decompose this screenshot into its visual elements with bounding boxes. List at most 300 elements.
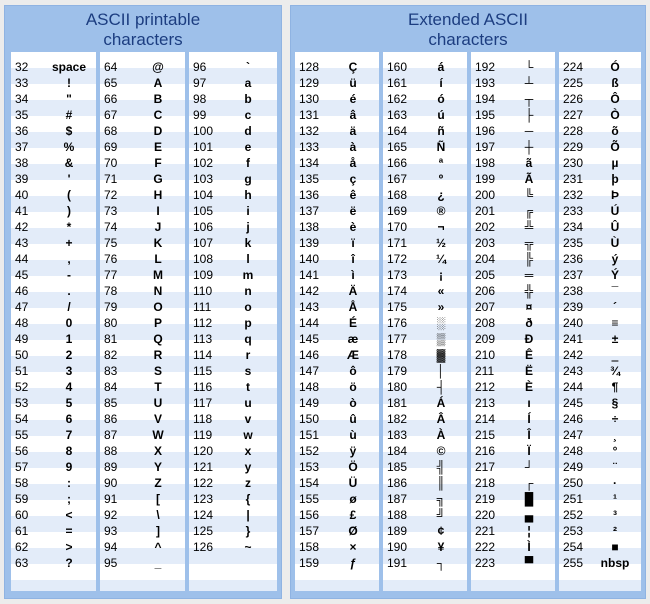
ascii-printable-panel [4, 5, 282, 599]
char-glyph: C [153, 108, 163, 122]
ascii-title-line1: ASCII printable [85, 10, 201, 29]
char-glyph: , [67, 252, 71, 266]
char-code: 84 [104, 380, 118, 394]
char-glyph: space [51, 60, 87, 74]
table-row [559, 123, 641, 139]
table-row [11, 395, 96, 411]
char-glyph: M [153, 268, 163, 282]
table-row [471, 59, 555, 75]
table-row [471, 139, 555, 155]
char-glyph: ' [67, 172, 71, 186]
char-glyph: nbsp [600, 556, 630, 570]
char-code: 88 [104, 444, 118, 458]
table-row [11, 139, 96, 155]
char-glyph: ╚ [524, 188, 534, 202]
table-row [11, 75, 96, 91]
char-code: 47 [15, 300, 29, 314]
char-code: 191 [387, 556, 408, 570]
char-glyph: _ [154, 556, 162, 570]
char-code: 222 [475, 540, 496, 554]
table-row [383, 427, 467, 443]
table-row [11, 523, 96, 539]
char-glyph: ² [613, 524, 617, 538]
char-glyph: Á [436, 396, 446, 410]
table-row [383, 491, 467, 507]
table-row [471, 219, 555, 235]
char-code: 134 [299, 156, 320, 170]
table-row [471, 491, 555, 507]
char-glyph: Ò [610, 108, 620, 122]
char-code: 109 [193, 268, 214, 282]
char-code: 234 [563, 220, 584, 234]
char-code: 200 [475, 188, 496, 202]
char-glyph: Å [348, 300, 358, 314]
table-row [295, 395, 379, 411]
char-code: 63 [15, 556, 29, 570]
char-code: 92 [104, 508, 118, 522]
table-row [295, 475, 379, 491]
table-row [383, 139, 467, 155]
char-code: 215 [475, 428, 496, 442]
char-glyph: Ë [524, 364, 533, 378]
ascii-column-2 [100, 52, 185, 591]
char-glyph: î [351, 252, 355, 266]
char-code: 61 [15, 524, 29, 538]
table-row [189, 491, 277, 507]
char-glyph: ÿ [349, 444, 357, 458]
table-row [100, 475, 185, 491]
extended-title-line1: Extended ASCII [407, 10, 529, 29]
table-row [100, 75, 185, 91]
char-code: 245 [563, 396, 584, 410]
table-row [295, 363, 379, 379]
char-glyph: ┴ [524, 76, 534, 90]
char-glyph: = [65, 524, 73, 538]
table-row [559, 523, 641, 539]
table-row [11, 91, 96, 107]
table-row [11, 283, 96, 299]
char-glyph: g [244, 172, 252, 186]
char-code: 198 [475, 156, 496, 170]
char-code: 196 [475, 124, 496, 138]
char-glyph: 1 [65, 332, 73, 346]
table-row [100, 219, 185, 235]
table-row [189, 219, 277, 235]
table-row [11, 539, 96, 555]
char-code: 160 [387, 60, 408, 74]
char-code: 40 [15, 188, 29, 202]
char-code: 116 [193, 380, 213, 394]
table-row [100, 379, 185, 395]
char-code: 249 [563, 460, 584, 474]
table-row [295, 283, 379, 299]
char-glyph: » [437, 300, 445, 314]
char-glyph: ` [246, 60, 250, 74]
table-row [100, 363, 185, 379]
char-code: 100 [193, 124, 214, 138]
table-row [189, 379, 277, 395]
char-code: 81 [104, 332, 118, 346]
char-code: 254 [563, 540, 584, 554]
char-code: 69 [104, 140, 118, 154]
char-glyph: b [244, 92, 252, 106]
extended-column-4 [559, 52, 641, 591]
table-row [383, 555, 467, 571]
table-row [189, 187, 277, 203]
char-glyph: ¡ [439, 268, 443, 282]
char-glyph: ñ [437, 124, 445, 138]
table-row [383, 123, 467, 139]
table-row [559, 75, 641, 91]
table-row [11, 411, 96, 427]
char-code: 179 [387, 364, 408, 378]
char-code: 144 [299, 316, 320, 330]
char-code: 242 [563, 348, 584, 362]
char-code: 66 [104, 92, 118, 106]
table-row [295, 427, 379, 443]
char-code: 126 [193, 540, 214, 554]
char-glyph: ´ [613, 300, 617, 314]
char-code: 153 [299, 460, 320, 474]
table-row [559, 331, 641, 347]
table-row [559, 379, 641, 395]
table-row [100, 443, 185, 459]
char-glyph: Í [527, 412, 531, 426]
char-code: 125 [193, 524, 214, 538]
char-code: 236 [563, 252, 584, 266]
char-code: 41 [15, 204, 29, 218]
char-code: 86 [104, 412, 118, 426]
table-row [11, 267, 96, 283]
char-code: 64 [104, 60, 118, 74]
char-glyph: & [64, 156, 74, 170]
char-glyph: 6 [65, 412, 73, 426]
char-glyph: Ã [524, 172, 534, 186]
table-row [100, 491, 185, 507]
table-row [471, 155, 555, 171]
char-code: 166 [387, 156, 408, 170]
char-code: 98 [193, 92, 207, 106]
char-glyph: ß [611, 76, 619, 90]
char-glyph: £ [349, 508, 357, 522]
char-code: 145 [299, 332, 320, 346]
char-code: 120 [193, 444, 214, 458]
char-glyph: X [153, 444, 162, 458]
char-glyph: ░ [436, 316, 446, 330]
char-glyph: ╝ [436, 508, 446, 522]
table-row [100, 155, 185, 171]
char-code: 194 [475, 92, 496, 106]
char-glyph: x [244, 444, 252, 458]
char-glyph: ▒ [436, 332, 446, 346]
char-code: 156 [299, 508, 320, 522]
char-code: 62 [15, 540, 29, 554]
char-code: 187 [387, 492, 408, 506]
char-glyph: í [439, 76, 443, 90]
char-code: 167 [387, 172, 408, 186]
char-glyph: ¥ [437, 540, 445, 554]
char-code: 42 [15, 220, 29, 234]
char-code: 90 [104, 476, 118, 490]
table-row [100, 411, 185, 427]
table-row [11, 347, 96, 363]
char-code: 202 [475, 220, 496, 234]
table-row [11, 299, 96, 315]
char-code: 180 [387, 380, 408, 394]
table-row [383, 155, 467, 171]
char-glyph: B [153, 92, 163, 106]
table-row [295, 555, 379, 571]
char-code: 76 [104, 252, 118, 266]
char-code: 103 [193, 172, 214, 186]
table-row [559, 555, 641, 571]
char-glyph: Ê [524, 348, 533, 362]
char-glyph: / [67, 300, 71, 314]
char-code: 220 [475, 508, 496, 522]
table-row [471, 443, 555, 459]
table-row [295, 491, 379, 507]
table-row [189, 235, 277, 251]
char-code: 52 [15, 380, 29, 394]
table-row [559, 251, 641, 267]
table-row [189, 155, 277, 171]
char-glyph: Ø [348, 524, 358, 538]
table-row [383, 539, 467, 555]
char-code: 106 [193, 220, 214, 234]
char-code: 123 [193, 492, 214, 506]
ascii-title-line2: characters [103, 30, 183, 49]
char-code: 67 [104, 108, 118, 122]
char-glyph: Æ [347, 348, 359, 362]
table-row [559, 155, 641, 171]
char-glyph: [ [156, 492, 160, 506]
table-row [471, 299, 555, 315]
char-code: 75 [104, 236, 118, 250]
table-row [471, 251, 555, 267]
char-glyph: ¨ [613, 460, 617, 474]
table-row [100, 139, 185, 155]
char-code: 186 [387, 476, 408, 490]
char-glyph: ¦ [527, 524, 531, 538]
char-glyph: ≡ [611, 316, 619, 330]
char-code: 72 [104, 188, 118, 202]
char-code: 94 [104, 540, 118, 554]
char-glyph: t [246, 380, 250, 394]
char-code: 141 [299, 268, 320, 282]
char-glyph: k [244, 236, 252, 250]
char-code: 190 [387, 540, 408, 554]
table-row [11, 363, 96, 379]
char-glyph: P [153, 316, 162, 330]
char-glyph: T [154, 380, 162, 394]
char-glyph: ┤ [436, 380, 446, 394]
char-glyph: D [153, 124, 163, 138]
char-glyph: è [349, 220, 357, 234]
table-row [11, 59, 96, 75]
char-glyph: z [245, 476, 251, 490]
char-code: 204 [475, 252, 496, 266]
table-row [559, 347, 641, 363]
char-code: 197 [475, 140, 496, 154]
char-glyph: U [153, 396, 163, 410]
table-row [189, 347, 277, 363]
table-row [383, 315, 467, 331]
char-glyph: Ï [527, 444, 531, 458]
char-code: 79 [104, 300, 118, 314]
char-code: 112 [193, 316, 213, 330]
char-code: 149 [299, 396, 320, 410]
table-row [559, 235, 641, 251]
table-row [559, 411, 641, 427]
char-code: 34 [15, 92, 29, 106]
char-code: 181 [387, 396, 408, 410]
table-row [471, 91, 555, 107]
table-row [559, 507, 641, 523]
table-row [295, 251, 379, 267]
char-glyph: â [349, 108, 357, 122]
char-code: 128 [299, 60, 320, 74]
table-row [11, 555, 96, 571]
table-row [295, 91, 379, 107]
char-code: 104 [193, 188, 214, 202]
char-code: 138 [299, 220, 320, 234]
char-glyph: o [244, 300, 252, 314]
table-row [189, 331, 277, 347]
table-row [471, 523, 555, 539]
table-row [295, 171, 379, 187]
char-glyph: Þ [610, 188, 619, 202]
ascii-printable-title [5, 6, 281, 52]
char-code: 178 [387, 348, 408, 362]
char-glyph: │ [437, 364, 445, 378]
char-glyph: ö [349, 380, 357, 394]
char-code: 147 [299, 364, 320, 378]
char-glyph: ! [67, 76, 71, 90]
char-glyph: È [524, 380, 533, 394]
table-row [383, 395, 467, 411]
table-row [559, 283, 641, 299]
table-row [100, 59, 185, 75]
char-code: 211 [475, 364, 495, 378]
char-glyph: @ [152, 60, 164, 74]
table-row [471, 331, 555, 347]
table-row [471, 411, 555, 427]
char-code: 135 [299, 172, 320, 186]
char-code: 184 [387, 444, 408, 458]
table-row [295, 107, 379, 123]
char-code: 133 [299, 140, 320, 154]
char-code: 82 [104, 348, 118, 362]
char-glyph: ¾ [609, 364, 620, 378]
char-glyph: ã [525, 156, 533, 170]
char-glyph: Ù [610, 236, 620, 250]
char-code: 174 [387, 284, 408, 298]
char-glyph: w [243, 428, 253, 442]
table-row [100, 555, 185, 571]
table-row [383, 507, 467, 523]
char-code: 130 [299, 92, 320, 106]
table-row [383, 331, 467, 347]
extended-ascii-title [291, 6, 645, 52]
char-glyph: © [436, 444, 446, 458]
char-glyph: d [244, 124, 252, 138]
table-row [383, 379, 467, 395]
char-glyph: $ [65, 124, 73, 138]
table-row [100, 283, 185, 299]
char-glyph: 2 [65, 348, 73, 362]
char-glyph: ¤ [525, 300, 533, 314]
char-code: 44 [15, 252, 29, 266]
char-glyph: F [154, 156, 162, 170]
char-code: 170 [387, 220, 408, 234]
char-code: 97 [193, 76, 207, 90]
char-glyph: ╦ [524, 236, 534, 250]
char-code: 172 [387, 252, 408, 266]
table-row [471, 171, 555, 187]
table-row [100, 171, 185, 187]
table-row [559, 91, 641, 107]
char-code: 50 [15, 348, 29, 362]
table-row [471, 363, 555, 379]
char-glyph: | [246, 508, 250, 522]
table-row [100, 91, 185, 107]
table-row [471, 539, 555, 555]
char-glyph: a [244, 76, 252, 90]
char-code: 39 [15, 172, 29, 186]
char-code: 74 [104, 220, 118, 234]
char-glyph: < [65, 508, 73, 522]
table-row [100, 315, 185, 331]
table-row [295, 523, 379, 539]
char-code: 142 [299, 284, 320, 298]
char-glyph: ı [527, 396, 531, 410]
char-glyph: ╩ [524, 220, 534, 234]
char-code: 237 [563, 268, 584, 282]
char-glyph: á [437, 60, 445, 74]
char-code: 219 [475, 492, 496, 506]
char-glyph: ä [349, 124, 357, 138]
char-code: 114 [193, 348, 213, 362]
table-row [295, 235, 379, 251]
table-row [11, 459, 96, 475]
char-glyph: × [349, 540, 357, 554]
char-glyph: ─ [524, 124, 534, 138]
char-glyph: ë [349, 204, 357, 218]
char-code: 99 [193, 108, 207, 122]
char-glyph: ³ [613, 508, 617, 522]
table-row [189, 203, 277, 219]
table-row [189, 139, 277, 155]
char-glyph: 3 [65, 364, 73, 378]
char-code: 217 [475, 460, 496, 474]
char-code: 101 [193, 140, 214, 154]
char-glyph: ¹ [613, 492, 617, 506]
table-row [189, 107, 277, 123]
char-code: 228 [563, 124, 584, 138]
char-code: 250 [563, 476, 584, 490]
char-code: 208 [475, 316, 496, 330]
char-code: 238 [563, 284, 584, 298]
char-glyph: p [244, 316, 252, 330]
table-row [100, 299, 185, 315]
char-glyph: Ú [610, 204, 620, 218]
char-code: 131 [299, 108, 320, 122]
table-row [189, 171, 277, 187]
char-code: 253 [563, 524, 584, 538]
char-code: 240 [563, 316, 584, 330]
table-row [100, 331, 185, 347]
table-row [471, 459, 555, 475]
